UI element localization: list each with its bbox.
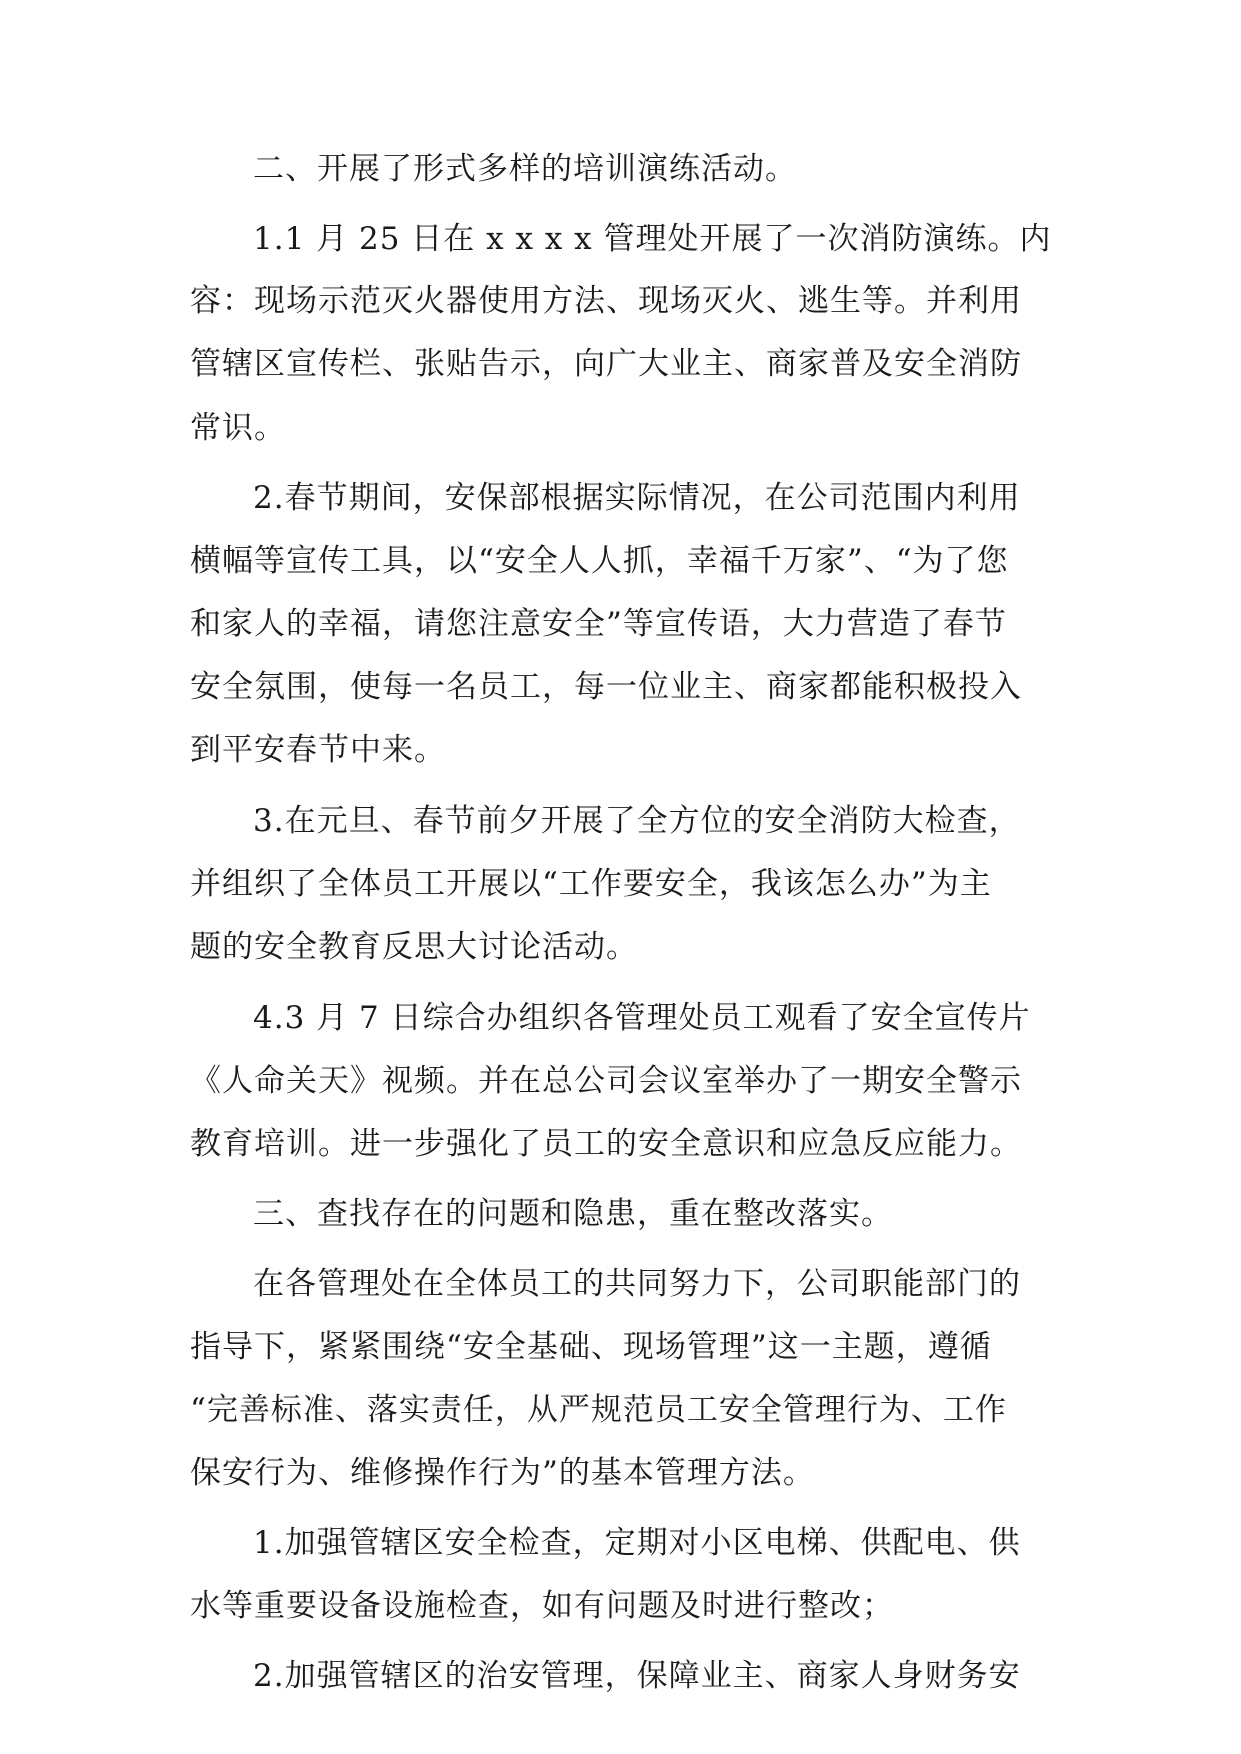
- paragraph-line: 题的安全教育反思大讨论活动。: [190, 929, 638, 965]
- paragraph-line: 并组织了全体员工开展以“工作要安全，我该怎么办”为主: [190, 866, 992, 902]
- paragraph-line: 1.加强管辖区安全检查，定期对小区电梯、供配电、供: [253, 1525, 1021, 1561]
- paragraph-line: “完善标准、落实责任，从严规范员工安全管理行为、工作: [190, 1392, 1007, 1428]
- paragraph-line: 保安行为、维修操作行为”的基本管理方法。: [190, 1455, 815, 1491]
- section-heading-3: 三、查找存在的问题和隐患，重在整改落实。: [253, 1196, 893, 1232]
- paragraph-line: 《人命关天》视频。并在总公司会议室举办了一期安全警示: [190, 1063, 1022, 1099]
- paragraph-line: 水等重要设备设施检查，如有问题及时进行整改；: [190, 1588, 894, 1624]
- paragraph-line: 2.春节期间，安保部根据实际情况，在公司范围内利用: [253, 480, 1021, 516]
- paragraph-line: 安全氛围，使每一名员工，每一位业主、商家都能积极投入: [190, 669, 1022, 705]
- paragraph-line: 容：现场示范灭火器使用方法、现场灭火、逃生等。并利用: [190, 283, 1022, 319]
- paragraph-line: 到平安春节中来。: [190, 732, 446, 768]
- paragraph-line: 2.加强管辖区的治安管理，保障业主、商家人身财务安: [253, 1658, 1021, 1694]
- paragraph-line: 3.在元旦、春节前夕开展了全方位的安全消防大检查，: [253, 803, 1021, 839]
- paragraph-line: 常识。: [190, 410, 286, 446]
- paragraph-line: 指导下，紧紧围绕“安全基础、现场管理”这一主题，遵循: [190, 1329, 992, 1365]
- paragraph-line: 管辖区宣传栏、张贴告示，向广大业主、商家普及安全消防: [190, 346, 1022, 382]
- paragraph-line: 横幅等宣传工具，以“安全人人抓，幸福千万家”、“为了您: [190, 543, 1009, 579]
- paragraph-line: 和家人的幸福，请您注意安全”等宣传语，大力营造了春节: [190, 606, 1007, 642]
- paragraph-line: 4.3 月 7 日综合办组织各管理处员工观看了安全宣传片: [253, 1000, 1031, 1036]
- paragraph-line: 教育培训。进一步强化了员工的安全意识和应急反应能力。: [190, 1126, 1022, 1162]
- section-heading-2: 二、开展了形式多样的培训演练活动。: [253, 151, 797, 187]
- paragraph-line: 在各管理处在全体员工的共同努力下，公司职能部门的: [253, 1266, 1021, 1302]
- paragraph-line: 1.1 月 25 日在 x x x x 管理处开展了一次消防演练。内: [253, 221, 1052, 257]
